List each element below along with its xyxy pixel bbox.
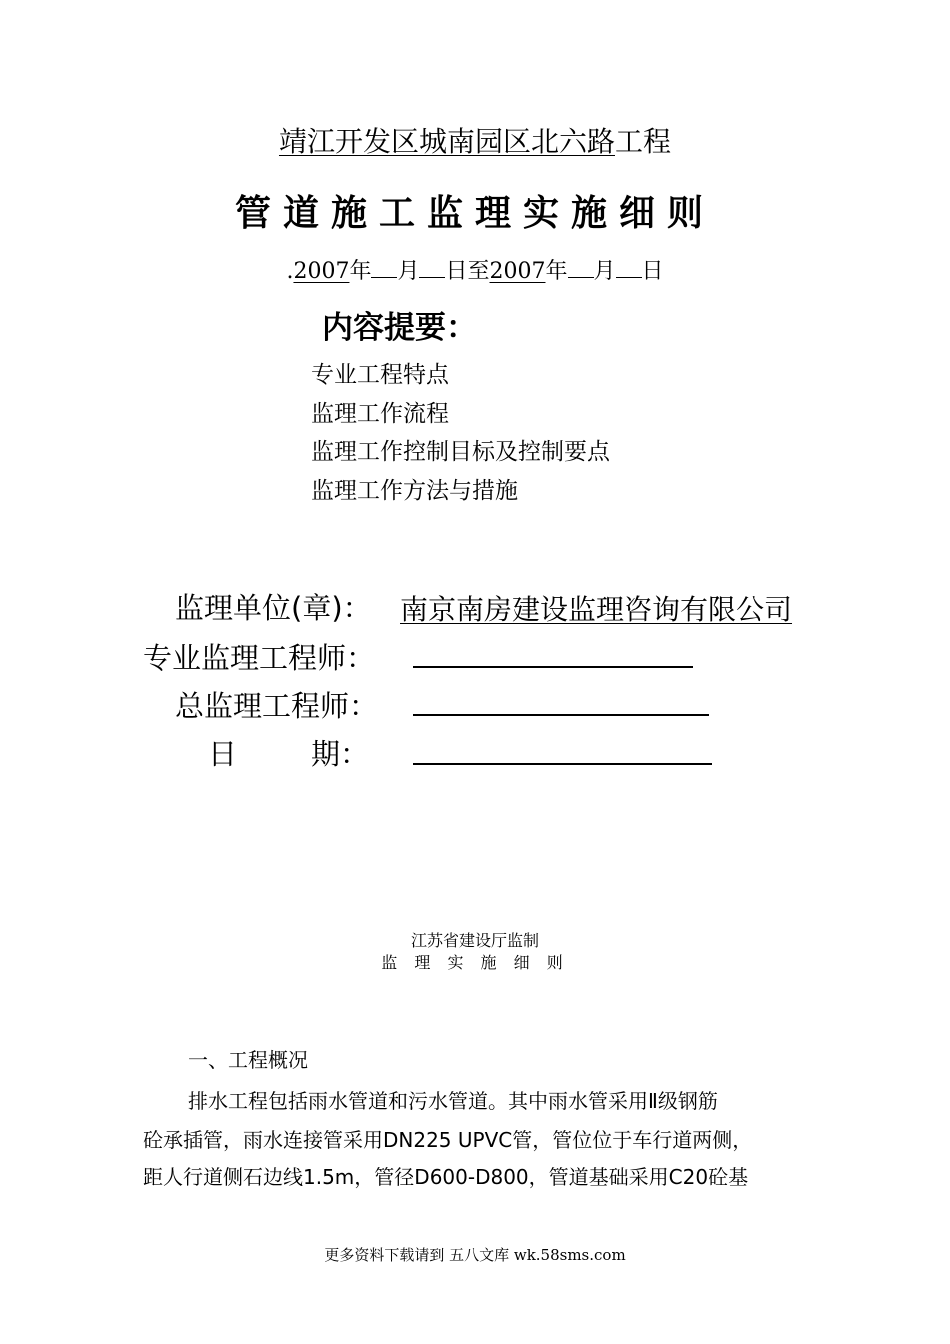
start-day-blank [419,259,445,278]
document-title: 管道施工监理实施细则 [234,193,715,234]
project-suffix: 工程 [615,125,672,158]
section-heading: 一、工程概况 [188,1048,308,1072]
toc-item: 专业工程特点 [311,362,449,388]
chief-engineer-line [413,714,709,716]
supervision-unit-label: 监理单位(章)： [175,591,372,625]
project-name: 靖江开发区城南园区北六路 [278,125,615,158]
date-range: .2007年 月 日至2007年 月 日 [286,259,664,284]
end-month-blank [568,259,594,278]
date-line [413,763,712,765]
footer-text: 更多资料下载请到 五八文库 wk.58sms.com [324,1246,626,1264]
start-year: 2007 [293,259,350,284]
project-title [0,120,950,160]
date-label-char2: 期： [311,737,370,771]
date-prefix: . [286,259,294,284]
end-year: 2007 [489,259,546,284]
issuer-line: 江苏省建设厅监制 [410,931,539,950]
toc-item: 监理工作方法与措施 [311,478,518,504]
supervision-unit-value: 南京南房建设监理咨询有限公司 [400,593,793,626]
end-day-blank [616,259,642,278]
date-label-char1: 日 [208,737,238,771]
paragraph-line: 排水工程包括雨水管道和污水管道。其中雨水管采用Ⅱ级钢筋 [188,1089,718,1113]
specialist-engineer-line [413,666,693,668]
paragraph-line: 距人行道侧石边线1.5m，管径D600-D800，管道基础采用C20砼基 [143,1165,749,1189]
toc-item: 监理工作控制目标及控制要点 [311,439,610,465]
specialist-engineer-label: 专业监理工程师： [143,641,376,675]
toc-item: 监理工作流程 [311,401,449,427]
start-month-blank [371,259,397,278]
chief-engineer-label: 总监理工程师： [175,689,379,723]
paragraph-line: 砼承插管，雨水连接管采用DN225 UPVC管，管位位于车行道两侧， [143,1128,753,1152]
issuer-subtitle: 监 理 实 施 细 则 [381,953,569,972]
toc-heading: 内容提要： [322,310,477,346]
